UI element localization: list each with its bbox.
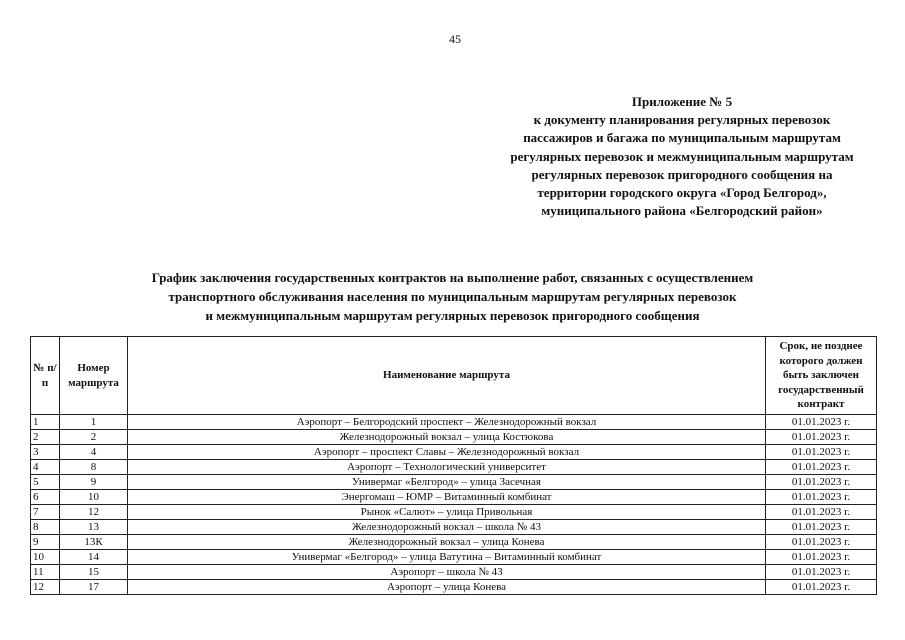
route-number-cell: 12 xyxy=(60,505,128,520)
page-number: 45 xyxy=(449,32,461,46)
deadline-cell: 01.01.2023 г. xyxy=(766,445,877,460)
route-name-cell: Универмаг «Белгород» – улица Ватутина – Витаминный комбинат xyxy=(128,550,766,565)
row-number-cell: 2 xyxy=(31,430,60,445)
route-name-cell: Рынок «Салют» – улица Привольная xyxy=(128,505,766,520)
routes-table-body xyxy=(31,415,877,595)
table-row xyxy=(31,580,877,595)
table-row xyxy=(31,565,877,580)
table-row xyxy=(31,430,877,445)
table-row xyxy=(31,415,877,430)
row-number-cell: 4 xyxy=(31,460,60,475)
appendix-line: пассажиров и багажа по муниципальным маршрутам xyxy=(523,130,841,146)
route-number-cell: 4 xyxy=(60,445,128,460)
route-name-cell: Универмаг «Белгород» – улица Засечная xyxy=(128,475,766,490)
deadline-cell: 01.01.2023 г. xyxy=(766,430,877,445)
deadline-cell: 01.01.2023 г. xyxy=(766,565,877,580)
route-name-cell: Аэропорт – Технологический университет xyxy=(128,460,766,475)
table-row xyxy=(31,535,877,550)
deadline-cell: 01.01.2023 г. xyxy=(766,490,877,505)
header-route-name: Наименование маршрута xyxy=(128,337,766,415)
route-number-cell: 8 xyxy=(60,460,128,475)
route-number-cell: 14 xyxy=(60,550,128,565)
deadline-cell: 01.01.2023 г. xyxy=(766,475,877,490)
table-row xyxy=(31,490,877,505)
deadline-cell: 01.01.2023 г. xyxy=(766,520,877,535)
heading-line: и межмуниципальным маршрутам регулярных перевозок пригородного сообщения xyxy=(205,308,700,323)
table-header-row xyxy=(31,337,877,415)
row-number-cell: 10 xyxy=(31,550,60,565)
deadline-cell: 01.01.2023 г. xyxy=(766,415,877,430)
table-row xyxy=(31,505,877,520)
row-number-cell: 12 xyxy=(31,580,60,595)
route-number-cell: 10 xyxy=(60,490,128,505)
route-name-cell: Энергомаш – ЮМР – Витаминный комбинат xyxy=(128,490,766,505)
deadline-cell: 01.01.2023 г. xyxy=(766,535,877,550)
route-number-cell: 17 xyxy=(60,580,128,595)
appendix-title: Приложение № 5 xyxy=(631,94,733,109)
row-number-cell: 7 xyxy=(31,505,60,520)
header-deadline: Срок, не позднее которого должен быть заключен государственный контракт xyxy=(766,337,877,415)
routes-table xyxy=(30,336,877,595)
route-number-cell: 13 xyxy=(60,520,128,535)
route-name-cell: Аэропорт – проспект Славы – Железнодорожный вокзал xyxy=(128,445,766,460)
document-heading xyxy=(0,268,905,325)
row-number-cell: 1 xyxy=(31,415,60,430)
appendix-block xyxy=(452,93,905,220)
table-row xyxy=(31,475,877,490)
heading-line: График заключения государственных контрактов на выполнение работ, связанных с осуществлением xyxy=(151,270,754,285)
appendix-line: к документу планирования регулярных перевозок xyxy=(533,112,831,128)
deadline-cell: 01.01.2023 г. xyxy=(766,505,877,520)
route-number-cell: 9 xyxy=(60,475,128,490)
appendix-line: регулярных перевозок и межмуниципальным маршрутам xyxy=(510,148,854,164)
row-number-cell: 3 xyxy=(31,445,60,460)
row-number-cell: 11 xyxy=(31,565,60,580)
table-row xyxy=(31,460,877,475)
route-name-cell: Железнодорожный вокзал – улица Конева xyxy=(128,535,766,550)
route-name-cell: Аэропорт – Белгородский проспект – Железнодорожный вокзал xyxy=(128,415,766,430)
row-number-cell: 9 xyxy=(31,535,60,550)
route-number-cell: 15 xyxy=(60,565,128,580)
table-row xyxy=(31,520,877,535)
appendix-line: муниципального района «Белгородский район» xyxy=(541,203,823,219)
route-name-cell: Аэропорт – школа № 43 xyxy=(128,565,766,580)
route-number-cell: 2 xyxy=(60,430,128,445)
row-number-cell: 5 xyxy=(31,475,60,490)
heading-line: транспортного обслуживания населения по муниципальным маршрутам регулярных перевозок xyxy=(168,289,737,304)
route-name-cell: Железнодорожный вокзал – школа № 43 xyxy=(128,520,766,535)
header-num: № п/п xyxy=(31,337,60,415)
table-row xyxy=(31,445,877,460)
deadline-cell: 01.01.2023 г. xyxy=(766,460,877,475)
route-name-cell: Аэропорт – улица Конева xyxy=(128,580,766,595)
route-name-cell: Железнодорожный вокзал – улица Костюкова xyxy=(128,430,766,445)
row-number-cell: 6 xyxy=(31,490,60,505)
appendix-line: регулярных перевозок пригородного сообщения на xyxy=(531,166,833,182)
appendix-line: территории городского округа «Город Белгород», xyxy=(537,185,827,201)
deadline-cell: 01.01.2023 г. xyxy=(766,580,877,595)
table-row xyxy=(31,550,877,565)
route-number-cell: 1 xyxy=(60,415,128,430)
route-number-cell: 13К xyxy=(60,535,128,550)
row-number-cell: 8 xyxy=(31,520,60,535)
header-route-number: Номер маршрута xyxy=(60,337,128,415)
deadline-cell: 01.01.2023 г. xyxy=(766,550,877,565)
